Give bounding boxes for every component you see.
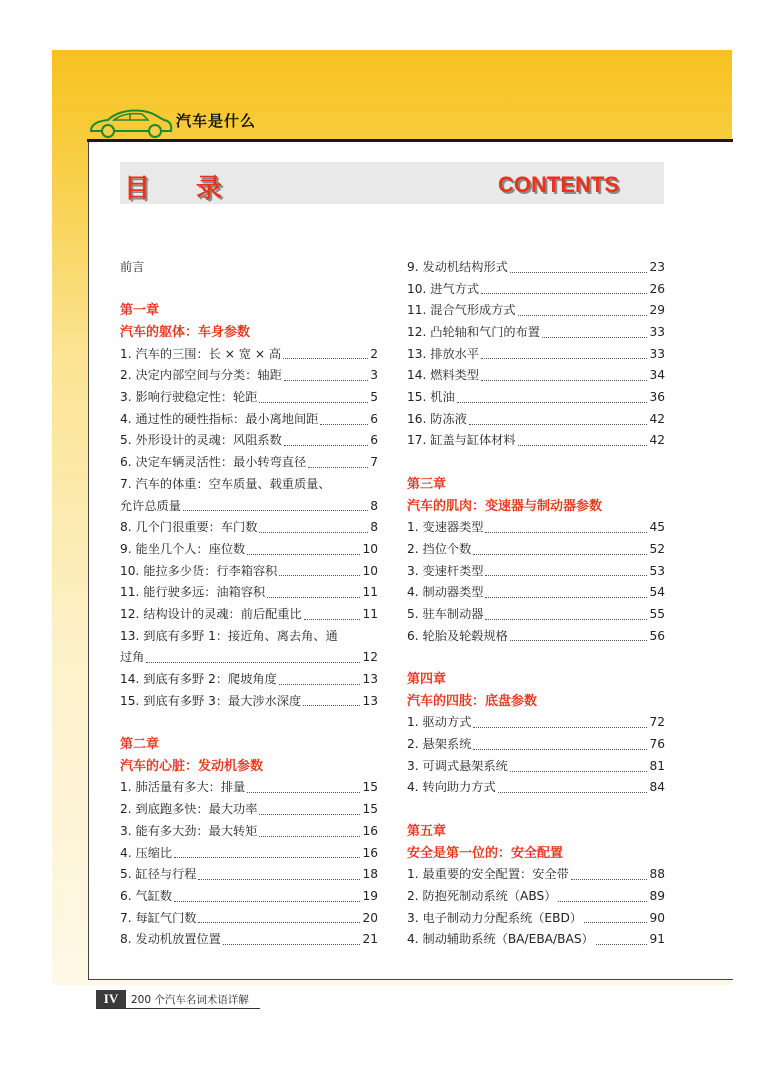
toc-page-number: 52	[649, 541, 665, 556]
dot-leader	[247, 554, 360, 555]
chapter-heading: 第四章	[407, 672, 447, 688]
dot-leader	[485, 619, 647, 620]
dot-leader	[469, 424, 648, 425]
dot-leader	[518, 315, 648, 316]
page-number-badge: IV	[96, 990, 126, 1008]
toc-entry[interactable]	[407, 604, 665, 626]
toc-page-number: 26	[649, 281, 665, 296]
toc-page-number: 34	[649, 368, 665, 383]
toc-page-number: 11	[362, 606, 378, 621]
toc-page-number: 7	[370, 455, 378, 470]
toc-right-column	[407, 257, 665, 951]
toc-page-number: 13	[362, 672, 378, 687]
toc-entry-title: 4. 制动器类型	[407, 585, 484, 600]
toc-entry-continued[interactable]: 13. 到底有多野 1：接近角、离去角、通	[120, 628, 338, 643]
dot-leader	[303, 705, 360, 706]
dot-leader	[198, 879, 360, 880]
spacer	[407, 647, 665, 669]
dot-leader	[485, 532, 647, 533]
dot-leader	[518, 445, 648, 446]
toc-entry[interactable]	[407, 864, 665, 886]
toc-entry-title: 3. 能有多大劲：最大转矩	[120, 823, 258, 838]
toc-entry[interactable]	[120, 604, 378, 626]
toc-entry-title: 15. 到底有多野 3：最大涉水深度	[120, 693, 302, 708]
chapter-heading: 第三章	[407, 476, 447, 492]
toc-entry-title: 10. 进气方式	[407, 281, 480, 296]
toc-entry-title: 6. 决定车辆灵活性：最小转弯直径	[120, 455, 307, 470]
toc-left-column	[120, 257, 378, 951]
dot-leader	[498, 792, 648, 793]
toc-page-number: 2	[370, 346, 378, 361]
toc-page-number: 3	[370, 368, 378, 383]
dot-leader	[584, 922, 647, 923]
toc-page-number: 33	[649, 346, 665, 361]
toc-page-number: 56	[649, 628, 665, 643]
dot-leader	[510, 272, 648, 273]
dot-leader	[304, 619, 361, 620]
toc-entry[interactable]	[407, 365, 665, 387]
toc-page-number: 6	[370, 411, 378, 426]
toc-page-number: 8	[370, 498, 378, 513]
section-title: 汽车是什么	[176, 112, 257, 130]
toc-entry[interactable]	[407, 929, 665, 951]
toc-page-number: 15	[362, 802, 378, 817]
toc-page-number: 91	[649, 932, 665, 947]
footer-divider	[96, 1008, 260, 1009]
toc-page-number: 53	[649, 563, 665, 578]
dot-leader	[473, 554, 647, 555]
chapter-heading: 第一章	[120, 303, 160, 319]
toc-entry-title: 4. 制动辅助系统（BA/EBA/BAS）	[407, 932, 594, 947]
toc-entry[interactable]	[407, 712, 665, 734]
toc-entry[interactable]	[120, 431, 378, 453]
toc-entry[interactable]	[120, 582, 378, 604]
toc-entry[interactable]	[120, 778, 378, 800]
dot-leader	[259, 814, 360, 815]
toc-entry-title: 3. 影响行驶稳定性：轮距	[120, 390, 258, 405]
toc-entry-title: 3. 电子制动力分配系统（EBD）	[407, 910, 583, 925]
dot-leader	[481, 293, 647, 294]
toc-entry[interactable]	[120, 647, 378, 669]
toc-page-number: 10	[362, 541, 378, 556]
spacer	[120, 279, 378, 301]
contents-title-en: CONTENTS	[498, 172, 619, 197]
toc-page-number: 21	[362, 932, 378, 947]
dot-leader	[259, 836, 360, 837]
toc-entry[interactable]	[407, 322, 665, 344]
toc-page-number: 16	[362, 823, 378, 838]
dot-leader	[283, 358, 368, 359]
toc-page-number: 6	[370, 433, 378, 448]
toc-page-number: 12	[362, 650, 378, 665]
toc-page-number: 36	[649, 390, 665, 405]
toc-entry-title: 过角	[120, 650, 145, 665]
chapter-heading: 第五章	[407, 823, 447, 839]
toc-page-number: 88	[649, 867, 665, 882]
toc-entry-title: 5. 外形设计的灵魂：风阻系数	[120, 433, 282, 448]
toc-entry-title: 7. 每缸气门数	[120, 910, 197, 925]
toc-entry-title: 11. 能行驶多远：油箱容积	[120, 585, 266, 600]
dot-leader	[284, 445, 368, 446]
toc-entry-title: 2. 到底跑多快：最大功率	[120, 802, 258, 817]
toc-page-number: 89	[649, 888, 665, 903]
toc-entry[interactable]	[120, 409, 378, 431]
toc-entry[interactable]	[120, 387, 378, 409]
toc-entry-title: 1. 肺活量有多大：排量	[120, 780, 246, 795]
book-title: 200 个汽车名词术语详解	[131, 994, 249, 1006]
toc-entry[interactable]	[407, 517, 665, 539]
toc-page-number: 19	[362, 888, 378, 903]
toc-page-number: 42	[649, 433, 665, 448]
toc-entry[interactable]	[407, 734, 665, 756]
chapter-heading: 第二章	[120, 737, 160, 753]
toc-entry-title: 14. 到底有多野 2：爬坡角度	[120, 672, 277, 687]
dot-leader	[267, 597, 360, 598]
toc-page-number: 84	[649, 780, 665, 795]
dot-leader	[542, 337, 648, 338]
toc-entry[interactable]	[120, 864, 378, 886]
toc-entry-title: 1. 最重要的安全配置：安全带	[407, 867, 569, 882]
spacer	[120, 712, 378, 734]
dot-leader	[320, 424, 368, 425]
toc-page-number: 11	[362, 585, 378, 600]
toc-entry[interactable]	[120, 452, 378, 474]
toc-entry[interactable]	[407, 778, 665, 800]
toc-page-number: 8	[370, 520, 378, 535]
contents-title-cn: 目录	[124, 174, 269, 204]
toc-entry-title: 4. 通过性的硬性指标：最小离地间距	[120, 411, 319, 426]
toc-entry-title: 15. 机油	[407, 390, 455, 405]
toc-entry[interactable]	[120, 517, 378, 539]
toc-entry-title: 4. 转向助力方式	[407, 780, 496, 795]
car-icon	[88, 104, 174, 140]
toc-page-number: 13	[362, 693, 378, 708]
dot-leader	[174, 901, 360, 902]
dot-leader	[457, 402, 648, 403]
dot-leader	[284, 380, 368, 381]
toc-entry[interactable]	[407, 626, 665, 648]
toc-page-number: 10	[362, 563, 378, 578]
toc-page-number: 20	[362, 910, 378, 925]
toc-entry-title: 2. 防抱死制动系统（ABS）	[407, 888, 557, 903]
toc-entry[interactable]	[407, 431, 665, 453]
toc-page-number: 90	[649, 910, 665, 925]
toc-entry[interactable]	[407, 561, 665, 583]
toc-entry-title: 1. 汽车的三围：长 × 宽 × 高	[120, 346, 282, 361]
toc-entry-title: 2. 悬架系统	[407, 737, 472, 752]
toc-page-number: 54	[649, 585, 665, 600]
toc-entry-title: 1. 驱动方式	[407, 715, 472, 730]
toc-entry-title: 2. 决定内部空间与分类：轴距	[120, 368, 282, 383]
toc-entry-title: 9. 能坐几个人：座位数	[120, 541, 246, 556]
toc-entry-continued[interactable]: 前言	[120, 260, 145, 274]
toc-entry-title: 4. 压缩比	[120, 845, 173, 860]
toc-page-number: 81	[649, 758, 665, 773]
toc-entry-title: 5. 缸径与行程	[120, 867, 197, 882]
toc-entry-title: 14. 燃料类型	[407, 368, 480, 383]
dot-leader	[571, 879, 648, 880]
toc-entry[interactable]	[407, 279, 665, 301]
toc-entry-title: 16. 防冻液	[407, 411, 467, 426]
toc-entry[interactable]	[407, 300, 665, 322]
dot-leader	[198, 922, 360, 923]
chapter-heading: 汽车的躯体：车身参数	[120, 325, 251, 341]
toc-entry[interactable]	[407, 582, 665, 604]
dot-leader	[485, 575, 647, 576]
toc-entry-title: 6. 轮胎及轮毂规格	[407, 628, 508, 643]
toc-entry-title: 9. 发动机结构形式	[407, 259, 508, 274]
dot-leader	[510, 771, 648, 772]
spacer	[407, 452, 665, 474]
dot-leader	[596, 944, 648, 945]
dot-leader	[183, 510, 368, 511]
dot-leader	[279, 575, 360, 576]
dot-leader	[279, 684, 361, 685]
toc-entry-title: 8. 几个门很重要：车门数	[120, 520, 258, 535]
toc-page-number: 33	[649, 325, 665, 340]
dot-leader	[308, 467, 368, 468]
toc-entry-title: 17. 缸盖与缸体材料	[407, 433, 516, 448]
chapter-heading: 安全是第一位的：安全配置	[407, 845, 564, 861]
toc-entry-title: 8. 发动机放置位置	[120, 932, 221, 947]
toc-entry-title: 3. 可调式悬架系统	[407, 758, 508, 773]
dot-leader	[247, 792, 360, 793]
toc-entry[interactable]	[407, 344, 665, 366]
toc-page-number: 72	[649, 715, 665, 730]
toc-entry[interactable]	[407, 539, 665, 561]
toc-entry-title: 3. 变速杆类型	[407, 563, 484, 578]
toc-entry-title: 12. 凸轮轴和气门的布置	[407, 325, 540, 340]
toc-entry[interactable]	[120, 821, 378, 843]
toc-entry[interactable]	[120, 344, 378, 366]
toc-entry[interactable]	[407, 886, 665, 908]
dot-leader	[174, 857, 360, 858]
toc-entry-title: 2. 挡位个数	[407, 541, 472, 556]
toc-entry-title: 5. 驻车制动器	[407, 606, 484, 621]
toc-page-number: 16	[362, 845, 378, 860]
toc-entry[interactable]	[407, 387, 665, 409]
chapter-heading: 汽车的心脏：发动机参数	[120, 758, 264, 774]
toc-entry[interactable]	[120, 843, 378, 865]
dot-leader	[481, 380, 647, 381]
toc-page-number: 76	[649, 737, 665, 752]
dot-leader	[223, 944, 361, 945]
spacer	[407, 799, 665, 821]
toc-entry-title: 1. 变速器类型	[407, 520, 484, 535]
toc-page-number: 55	[649, 606, 665, 621]
dot-leader	[473, 749, 647, 750]
toc-entry-title: 10. 能拉多少货：行李箱容积	[120, 563, 278, 578]
toc-page-number: 18	[362, 867, 378, 882]
toc-page-number: 15	[362, 780, 378, 795]
toc-entry[interactable]	[120, 691, 378, 713]
toc-entry[interactable]	[120, 496, 378, 518]
dot-leader	[259, 402, 368, 403]
toc-entry-title: 11. 混合气形成方式	[407, 303, 516, 318]
toc-entry[interactable]	[120, 929, 378, 951]
toc-entry[interactable]	[407, 409, 665, 431]
toc-entry-title: 6. 气缸数	[120, 888, 173, 903]
dot-leader	[558, 901, 647, 902]
dot-leader	[485, 597, 647, 598]
chapter-heading: 汽车的四肢：底盘参数	[407, 693, 538, 709]
toc-page-number: 29	[649, 303, 665, 318]
toc-entry[interactable]	[407, 908, 665, 930]
toc-entry[interactable]	[120, 669, 378, 691]
toc-entry[interactable]	[407, 756, 665, 778]
dot-leader	[259, 532, 368, 533]
toc-entry[interactable]	[120, 886, 378, 908]
chapter-heading: 汽车的肌肉：变速器与制动器参数	[407, 498, 603, 514]
dot-leader	[481, 358, 647, 359]
toc-entry[interactable]	[120, 365, 378, 387]
toc-entry[interactable]	[120, 561, 378, 583]
toc-page-number: 42	[649, 411, 665, 426]
toc-entry[interactable]	[120, 539, 378, 561]
dot-leader	[473, 727, 647, 728]
toc-entry-title: 12. 结构设计的灵魂：前后配重比	[120, 606, 302, 621]
toc-entry-title: 13. 排放水平	[407, 346, 480, 361]
toc-entry[interactable]	[120, 908, 378, 930]
dot-leader	[510, 640, 648, 641]
toc-entry-title: 允许总质量	[120, 498, 181, 513]
toc-entry[interactable]	[120, 799, 378, 821]
toc-entry[interactable]	[407, 257, 665, 279]
dot-leader	[146, 662, 360, 663]
toc-page-number: 23	[649, 259, 665, 274]
toc-entry-continued[interactable]: 7. 汽车的体重：空车质量、载重质量、	[120, 476, 331, 491]
toc-page-number: 45	[649, 520, 665, 535]
toc-page-number: 5	[370, 390, 378, 405]
